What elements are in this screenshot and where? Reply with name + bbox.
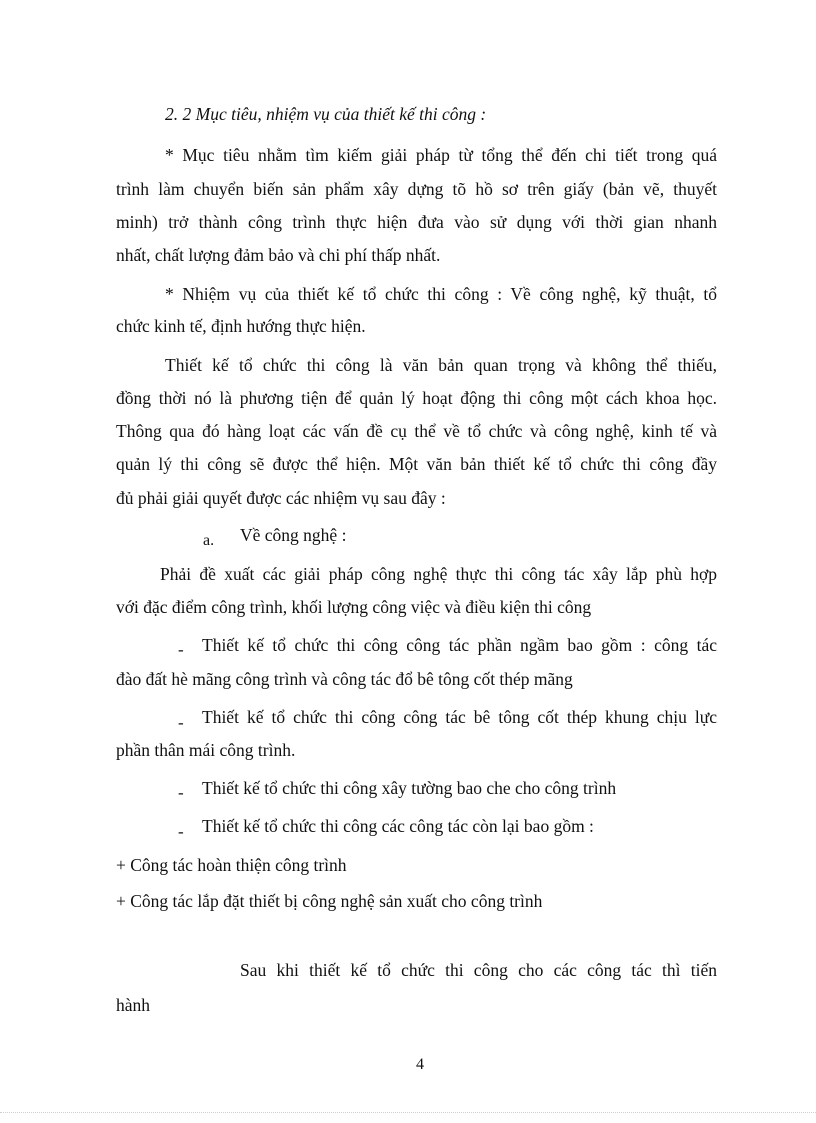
para-doc-line-3: Thông qua đó hàng loạt các vấn đề cụ thể về tổ chức và công nghệ, kinh tế và: [116, 421, 717, 441]
item-a-marker: a.: [203, 532, 215, 549]
bullet-3-marker: -: [178, 783, 184, 802]
bullet-2-marker: -: [178, 713, 184, 732]
para-tech-line-1: Phải đề xuất các giải pháp công nghệ thực thi công tác xây lắp phù hợp: [160, 564, 717, 584]
bullet-3-text: Thiết kế tổ chức thi công xây tường bao che cho công trình: [202, 778, 617, 798]
bullet-2-line-1: Thiết kế tổ chức thi công công tác bê tông cốt thép khung chịu lực: [202, 707, 717, 727]
closing-line-1: Sau khi thiết kế tổ chức thi công cho các công tác thì tiến: [240, 960, 717, 980]
page-number: 4: [416, 1056, 424, 1073]
para-goal-line-3: minh) trở thành công trình thực hiện đưa vào sử dụng với thời gian nhanh: [116, 212, 717, 232]
bullet-1-marker: -: [178, 640, 184, 659]
bullet-1-line-2: đào đất hè mãng công trình và công tác đổ bê tông cốt thép mãng: [116, 669, 573, 689]
plus-item-2: + Công tác lắp đặt thiết bị công nghệ sản xuất cho công trình: [116, 891, 543, 911]
plus-item-1: + Công tác hoàn thiện công trình: [116, 855, 347, 875]
section-heading: 2. 2 Mục tiêu, nhiệm vụ của thiết kế thi công :: [165, 104, 487, 124]
para-tech-line-2: với đặc điểm công trình, khối lượng công việc và điều kiện thi công: [116, 597, 592, 617]
para-goal-line-1: * Mục tiêu nhằm tìm kiếm giải pháp từ tổng thể đến chi tiết trong quá: [165, 145, 717, 165]
para-task-line-2: chức kinh tế, định hướng thực hiện.: [116, 316, 366, 336]
closing-line-2: hành: [116, 995, 151, 1015]
para-task-line-1: * Nhiệm vụ của thiết kế tổ chức thi công : Về công nghệ, kỹ thuật, tổ: [165, 284, 717, 304]
para-doc-line-5: đủ phải giải quyết được các nhiệm vụ sau đây :: [116, 488, 446, 508]
bullet-4-text: Thiết kế tổ chức thi công các công tác còn lại bao gồm :: [202, 816, 594, 836]
para-doc-line-2: đồng thời nó là phương tiện để quản lý hoạt động thi công một cách khoa học.: [116, 388, 717, 408]
para-goal-line-4: nhất, chất lượng đảm bảo và chi phí thấp nhất.: [116, 245, 441, 265]
bullet-4-marker: -: [178, 822, 184, 841]
page-bottom-border: [0, 1112, 816, 1113]
para-doc-line-4: quản lý thi công sẽ được thể hiện. Một văn bản thiết kế tổ chức thi công đầy: [116, 454, 717, 474]
bullet-2-line-2: phần thân mái công trình.: [116, 740, 296, 760]
item-a-text: Về công nghệ :: [240, 525, 347, 545]
para-doc-line-1: Thiết kế tổ chức thi công là văn bản quan trọng và không thể thiếu,: [165, 355, 717, 375]
bullet-1-line-1: Thiết kế tổ chức thi công công tác phần ngầm bao gồm : công tác: [202, 635, 717, 655]
para-goal-line-2: trình làm chuyển biến sản phẩm xây dựng tõ hồ sơ trên giấy (bản vẽ, thuyết: [116, 179, 717, 199]
